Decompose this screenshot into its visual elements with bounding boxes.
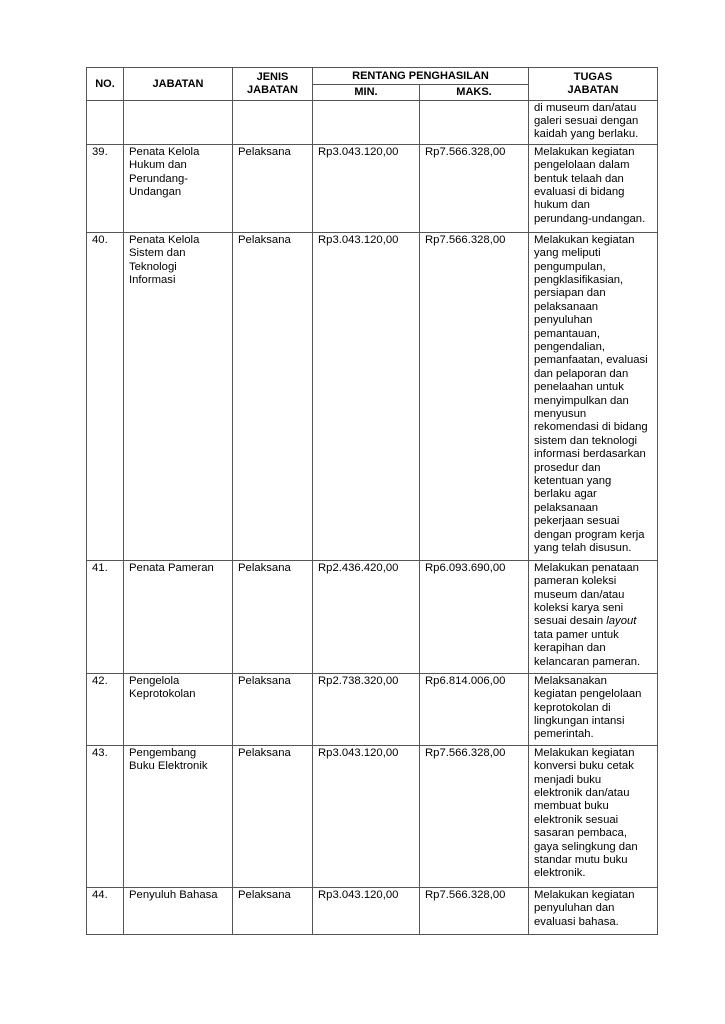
cell-tugas-line: pelaksanaan <box>534 501 599 514</box>
table-row <box>87 100 658 144</box>
cell-maks <box>420 100 529 144</box>
table-row <box>87 560 658 673</box>
cell-jabatan-line: Informasi <box>129 273 176 286</box>
cell-no <box>87 100 124 144</box>
header-maks: MAKS. <box>420 85 529 101</box>
cell-jenis-jabatan <box>233 100 313 144</box>
cell-tugas-line: gaya selingkung dan <box>534 840 638 853</box>
cell-jabatan-line: Penyuluh Bahasa <box>129 888 218 901</box>
cell-tugas-line: pemantauan, <box>534 327 600 340</box>
cell-tugas-line: pemanfaatan, evaluasi <box>534 354 648 367</box>
cell-jenis-jabatan: Pelaksana <box>233 745 313 887</box>
cell-jenis-jabatan: Pelaksana <box>233 560 313 673</box>
header-no: NO. <box>87 68 124 101</box>
cell-tugas-line: sesuai desain layout <box>534 615 637 628</box>
cell-tugas-line: menjadi buku <box>534 773 602 786</box>
cell-jabatan-line: Penata Kelola <box>129 233 200 246</box>
cell-tugas <box>529 887 658 934</box>
cell-tugas-line: dengan program kerja <box>534 528 645 541</box>
cell-tugas-line: pengendalian, <box>534 340 606 353</box>
cell-jabatan-line: Sistem dan <box>129 247 186 260</box>
cell-min: Rp2.738.320,00 <box>313 673 420 745</box>
cell-tugas-line: tata pamer untuk <box>534 628 619 641</box>
cell-min: Rp3.043.120,00 <box>313 745 420 887</box>
cell-min: Rp3.043.120,00 <box>313 144 420 232</box>
cell-tugas-line: elektronik dan/atau <box>534 786 630 799</box>
cell-tugas-line: di museum dan/atau <box>534 101 637 114</box>
cell-tugas <box>529 100 658 144</box>
cell-min: Rp2.436.420,00 <box>313 560 420 673</box>
cell-tugas-line: membuat buku <box>534 800 609 813</box>
header-jenis-jabatan: JENIS JABATAN <box>233 68 313 101</box>
cell-jenis-jabatan: Pelaksana <box>233 673 313 745</box>
header-min: MIN. <box>313 85 420 101</box>
cell-jenis-jabatan: Pelaksana <box>233 144 313 232</box>
cell-jabatan-line: Keprotokolan <box>129 688 196 701</box>
cell-jabatan-line: Undangan <box>129 185 182 198</box>
cell-tugas <box>529 232 658 560</box>
cell-jabatan <box>124 144 233 232</box>
cell-tugas-line: pekerjaan sesuai <box>534 515 620 528</box>
cell-maks: Rp7.566.328,00 <box>420 232 529 560</box>
cell-tugas-line: Melakukan kegiatan <box>534 145 635 158</box>
cell-tugas-line: yang meliputi <box>534 247 601 260</box>
cell-tugas-line: standar mutu buku <box>534 853 628 866</box>
cell-tugas-line: kaidah yang berlaku. <box>534 128 639 141</box>
cell-tugas <box>529 673 658 745</box>
cell-jabatan-line: Penata Pameran <box>129 561 214 574</box>
cell-tugas-line: Melakukan kegiatan <box>534 746 635 759</box>
cell-tugas-line: pengumpulan, <box>534 260 606 273</box>
cell-jabatan <box>124 887 233 934</box>
table-row <box>87 232 658 560</box>
cell-tugas-line: dan pelaporan dan <box>534 367 629 380</box>
cell-tugas-line: berlaku agar <box>534 488 597 501</box>
cell-tugas-line: menyimpulkan dan <box>534 394 629 407</box>
cell-tugas-line: konversi buku cetak <box>534 760 634 773</box>
cell-tugas-line: keprotokolan di <box>534 701 611 714</box>
cell-tugas-line: Melaksanakan <box>534 674 607 687</box>
cell-no: 41. <box>87 560 124 673</box>
cell-jabatan-line: Teknologi <box>129 260 177 273</box>
cell-tugas-line: bentuk telaah dan <box>534 172 624 185</box>
cell-tugas-line: galeri sesuai dengan <box>534 114 639 127</box>
cell-tugas <box>529 144 658 232</box>
cell-tugas-line: sistem dan teknologi <box>534 434 638 447</box>
cell-tugas-line: persiapan dan <box>534 287 606 300</box>
cell-maks: Rp7.566.328,00 <box>420 745 529 887</box>
cell-tugas-line: yang telah disusun. <box>534 542 632 555</box>
cell-tugas-line: lingkungan intansi <box>534 714 625 727</box>
cell-tugas-line: pameran koleksi <box>534 575 617 588</box>
cell-tugas-line: evaluasi bahasa. <box>534 915 619 928</box>
cell-min: Rp3.043.120,00 <box>313 887 420 934</box>
cell-jabatan <box>124 745 233 887</box>
cell-jenis-jabatan: Pelaksana <box>233 887 313 934</box>
cell-min: Rp3.043.120,00 <box>313 232 420 560</box>
cell-jabatan-line: Pengembang <box>129 746 197 759</box>
cell-tugas-line: elektronik. <box>534 867 586 880</box>
cell-jabatan <box>124 560 233 673</box>
cell-tugas-line: menyusun <box>534 408 587 420</box>
cell-tugas-line: Melakukan kegiatan <box>534 888 635 901</box>
cell-tugas-line: pengklasifikasian, <box>534 273 624 286</box>
table-row <box>87 745 658 887</box>
cell-tugas-line: pemerintah. <box>534 728 594 741</box>
table-row <box>87 887 658 934</box>
cell-no: 44. <box>87 887 124 934</box>
cell-tugas-line: penyuluhan <box>534 314 593 327</box>
cell-no: 39. <box>87 144 124 232</box>
cell-min <box>313 100 420 144</box>
header-tugas-jabatan: TUGAS JABATAN <box>529 68 658 101</box>
cell-tugas-line: pelaksanaan <box>534 300 599 313</box>
cell-tugas-line: evaluasi di bidang <box>534 185 625 198</box>
table-row <box>87 673 658 745</box>
cell-jabatan-line: Hukum dan <box>129 159 187 172</box>
cell-maks: Rp6.814.006,00 <box>420 673 529 745</box>
cell-jabatan <box>124 232 233 560</box>
cell-tugas <box>529 560 658 673</box>
cell-jabatan-line: Buku Elektronik <box>129 760 208 773</box>
cell-tugas-line: penyuluhan dan <box>534 902 615 915</box>
cell-tugas <box>529 745 658 887</box>
header-jabatan: JABATAN <box>124 68 233 101</box>
cell-tugas-line: penelaahan untuk <box>534 381 624 394</box>
cell-tugas-line: informasi berdasarkan <box>534 448 646 461</box>
cell-tugas-line: ketentuan yang <box>534 475 612 488</box>
jabatan-table <box>86 67 658 935</box>
table-row <box>87 144 658 232</box>
cell-tugas-line: hukum dan <box>534 199 590 212</box>
cell-no: 40. <box>87 232 124 560</box>
cell-tugas-line: Melakukan penataan <box>534 561 639 574</box>
header-rentang-penghasilan: RENTANG PENGHASILAN <box>313 68 529 85</box>
cell-tugas-line: pengelolaan dalam <box>534 159 630 172</box>
cell-maks: Rp6.093.690,00 <box>420 560 529 673</box>
cell-maks: Rp7.566.328,00 <box>420 887 529 934</box>
cell-tugas-line: sasaran pembaca, <box>534 827 627 840</box>
cell-tugas-line: elektronik sesuai <box>534 813 619 826</box>
cell-tugas-line: kegiatan pengelolaan <box>534 688 642 701</box>
cell-jenis-jabatan: Pelaksana <box>233 232 313 560</box>
cell-tugas-line: perundang-undangan. <box>534 212 646 225</box>
cell-no: 43. <box>87 745 124 887</box>
cell-tugas-line: kerapihan dan <box>534 642 606 655</box>
cell-tugas-line: koleksi karya seni <box>534 601 624 614</box>
cell-jabatan-line: Perundang- <box>129 172 189 185</box>
cell-jabatan <box>124 100 233 144</box>
cell-tugas-line: kelancaran pameran. <box>534 655 641 668</box>
cell-tugas-line: rekomendasi di bidang <box>534 421 648 434</box>
cell-tugas-line: museum dan/atau <box>534 588 625 601</box>
cell-tugas-line: prosedur dan <box>534 461 601 474</box>
cell-maks: Rp7.566.328,00 <box>420 144 529 232</box>
cell-no: 42. <box>87 673 124 745</box>
cell-jabatan <box>124 673 233 745</box>
cell-jabatan-line: Penata Kelola <box>129 145 200 158</box>
cell-tugas-line: Melakukan kegiatan <box>534 233 635 246</box>
cell-jabatan-line: Pengelola <box>129 674 180 687</box>
